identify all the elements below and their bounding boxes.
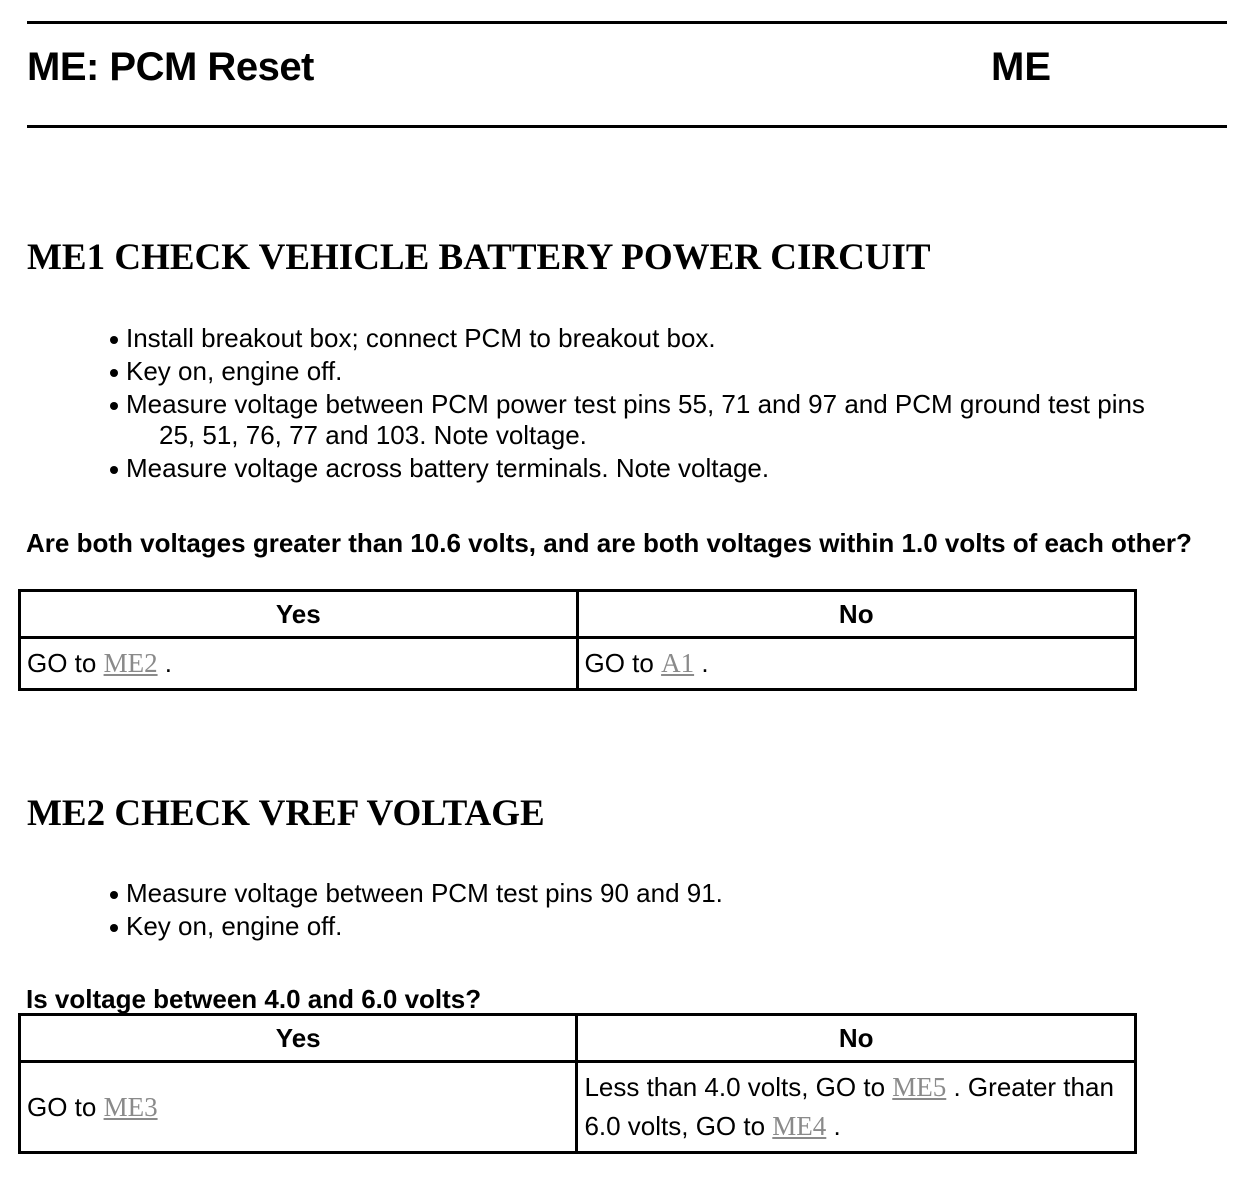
cell-text: . — [694, 648, 709, 678]
bullet-icon — [110, 924, 118, 932]
link-a1[interactable]: A1 — [661, 648, 695, 678]
cell-text: . — [826, 1111, 841, 1141]
bullet-text: Key on, engine off. — [126, 356, 343, 386]
me2-heading: ME2 CHECK VREF VOLTAGE — [27, 793, 545, 834]
top-rule — [27, 21, 1227, 24]
bullet-text: Measure voltage between PCM test pins 90 and 91. — [126, 878, 723, 908]
bullet-icon — [110, 466, 118, 474]
table-row — [20, 1062, 1136, 1153]
list-item — [108, 388, 1145, 452]
link-me5[interactable]: ME5 — [892, 1072, 947, 1102]
cell-text: GO to — [27, 1091, 104, 1122]
link-me4[interactable]: ME4 — [772, 1111, 827, 1141]
bullet-icon — [110, 402, 118, 410]
bullet-text: Measure voltage across battery terminals. Note voltage. — [126, 453, 770, 483]
me2-bullet-list — [108, 877, 723, 943]
table-row — [20, 638, 1136, 690]
no-cell — [577, 638, 1135, 690]
me1-result-table — [18, 589, 1137, 691]
bullet-icon — [110, 369, 118, 377]
yes-column-header: Yes — [20, 1015, 577, 1062]
list-item — [108, 910, 723, 943]
bullet-icon — [110, 336, 118, 344]
yes-cell — [20, 638, 578, 690]
me1-question: Are both voltages greater than 10.6 volts, and are both voltages within 1.0 volts of each other? — [26, 528, 1192, 558]
cell-text: . Greater than 6.0 volts, GO to — [584, 1072, 1114, 1141]
table-header-row — [20, 1015, 1136, 1062]
cell-text: GO to — [584, 648, 662, 678]
bullet-text-continuation: 25, 51, 76, 77 and 103. Note voltage. — [159, 420, 587, 450]
link-me2[interactable]: ME2 — [103, 648, 158, 678]
list-item — [108, 355, 1145, 388]
bullet-text: Install breakout box; connect PCM to breakout box. — [126, 323, 716, 353]
cell-text: . — [157, 648, 173, 678]
me1-bullet-list — [108, 322, 1145, 485]
list-item — [108, 877, 723, 910]
bullet-text: Measure voltage between PCM power test pins 55, 71 and 97 and PCM ground test pins — [126, 389, 1145, 419]
cell-text: GO to — [27, 648, 104, 678]
no-column-header: No — [577, 1015, 1136, 1062]
no-column-header: No — [577, 591, 1135, 638]
me1-heading: ME1 CHECK VEHICLE BATTERY POWER CIRCUIT — [27, 237, 931, 278]
list-item — [108, 452, 1145, 485]
cell-text: Less than 4.0 volts, GO to — [584, 1072, 893, 1102]
me2-question: Is voltage between 4.0 and 6.0 volts? — [26, 984, 482, 1014]
bullet-icon — [110, 891, 118, 899]
header-bottom-rule — [27, 125, 1227, 128]
section-code: ME — [991, 45, 1051, 89]
link-me3[interactable]: ME3 — [103, 1091, 158, 1122]
bullet-text: Key on, engine off. — [126, 911, 343, 941]
me2-result-table — [18, 1013, 1137, 1154]
list-item — [108, 322, 1145, 355]
no-cell — [577, 1062, 1136, 1153]
yes-cell — [20, 1062, 577, 1153]
page-title: ME: PCM Reset — [27, 45, 314, 89]
table-header-row — [20, 591, 1136, 638]
yes-column-header: Yes — [20, 591, 578, 638]
